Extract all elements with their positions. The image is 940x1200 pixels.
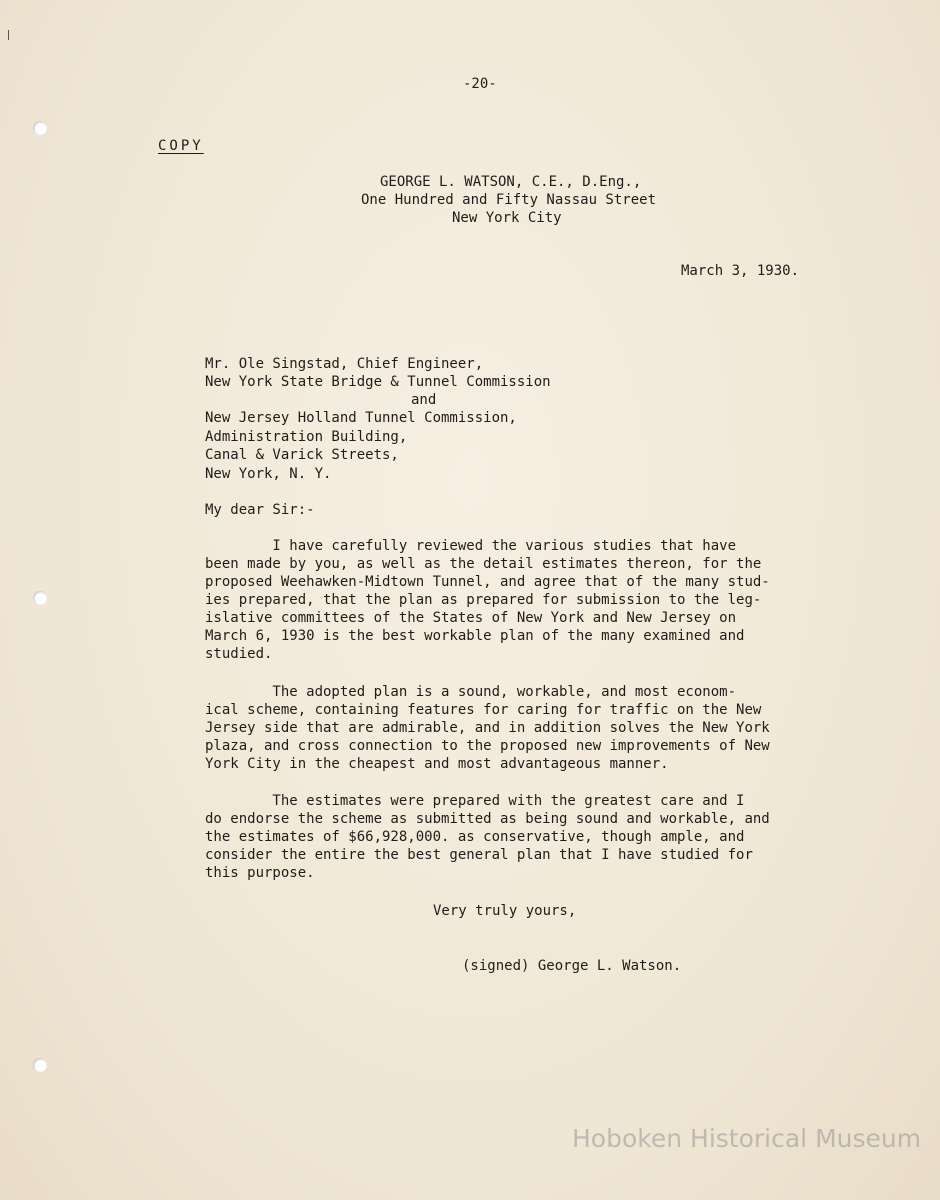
text-line: consider the entire the best general plan that I have studied for [205, 847, 753, 863]
punch-hole-middle [33, 591, 47, 605]
museum-watermark: Hoboken Historical Museum [572, 1124, 922, 1153]
text-line: York City in the cheapest and most advantageous manner. [205, 756, 669, 772]
text-line: The estimates were prepared with the greatest care and I [205, 793, 745, 809]
text-line: Jersey side that are admirable, and in addition solves the New York [205, 720, 770, 736]
paragraph-3 [205, 792, 825, 882]
signature: (signed) George L. Watson. [462, 958, 682, 974]
text-line: this purpose. [205, 865, 315, 881]
text-line: studied. [205, 646, 273, 662]
paragraph-2 [205, 683, 825, 773]
punch-hole-bottom [33, 1058, 47, 1072]
letterhead-name: GEORGE L. WATSON, C.E., D.Eng., [380, 174, 642, 190]
text-line: March 6, 1930 is the best workable plan of the many examined and [205, 628, 745, 644]
text-line: ies prepared, that the plan as prepared for submission to the leg- [205, 592, 762, 608]
recipient-line: Administration Building, [205, 429, 408, 445]
punch-hole-top [33, 121, 47, 135]
salutation: My dear Sir:- [205, 502, 315, 518]
letterhead-city: New York City [452, 210, 562, 226]
text-line: been made by you, as well as the detail estimates thereon, for the [205, 556, 762, 572]
paragraph-1 [205, 537, 825, 663]
letterhead-address: One Hundred and Fifty Nassau Street [361, 192, 657, 208]
recipient-line: New York, N. Y. [205, 466, 332, 482]
margin-mark [8, 30, 9, 40]
text-line: plaza, and cross connection to the proposed new improvements of New [205, 738, 770, 754]
text-line: I have carefully reviewed the various studies that have [205, 538, 737, 554]
text-line: islative committees of the States of New York and New Jersey on [205, 610, 737, 626]
page-number: -20- [463, 76, 497, 92]
copy-label: COPY [158, 138, 204, 154]
recipient-line: Canal & Varick Streets, [205, 447, 399, 463]
recipient-line: Mr. Ole Singstad, Chief Engineer, [205, 356, 484, 372]
text-line: The adopted plan is a sound, workable, and most econom- [205, 684, 737, 700]
text-line: do endorse the scheme as submitted as being sound and workable, and [205, 811, 770, 827]
recipient-line: New Jersey Holland Tunnel Commission, [205, 410, 517, 426]
recipient-line: New York State Bridge & Tunnel Commission [205, 374, 551, 390]
text-line: ical scheme, containing features for caring for traffic on the New [205, 702, 762, 718]
text-line: the estimates of $66,928,000. as conservative, though ample, and [205, 829, 745, 845]
text-line: proposed Weehawken-Midtown Tunnel, and agree that of the many stud- [205, 574, 770, 590]
closing: Very truly yours, [433, 903, 577, 919]
letter-date: March 3, 1930. [681, 263, 800, 279]
recipient-line: and [411, 392, 437, 408]
